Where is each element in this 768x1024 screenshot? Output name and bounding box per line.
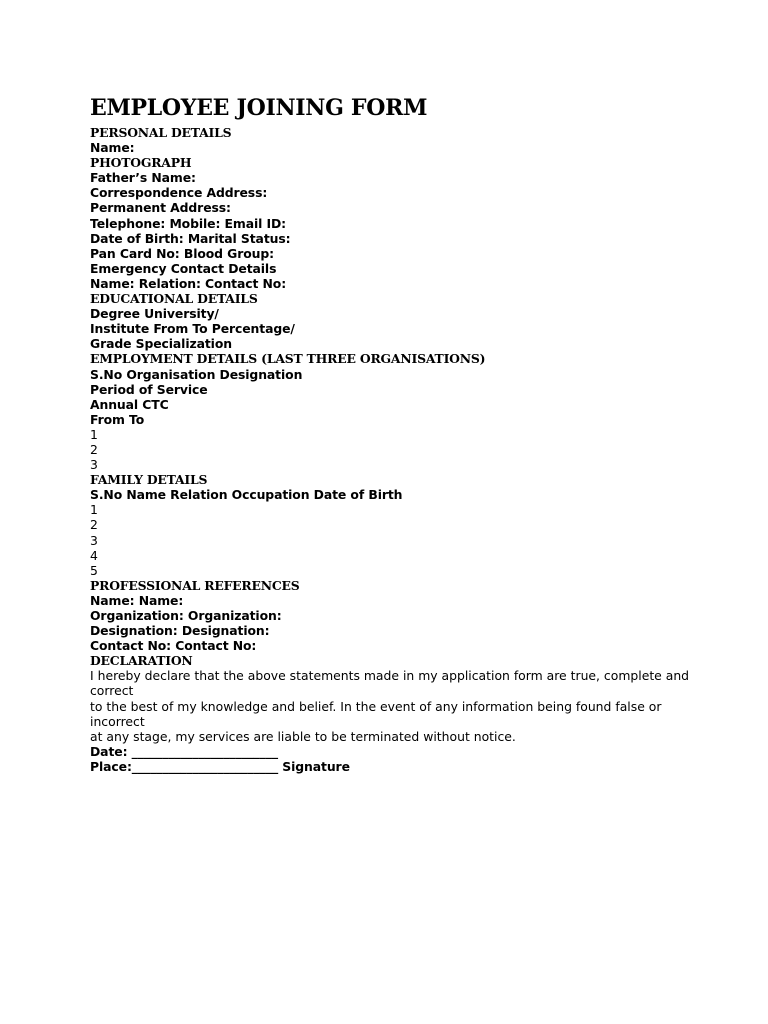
family-columns: S.No Name Relation Occupation Date of Birth — [90, 487, 403, 503]
reference-designations: Designation: Designation: — [90, 623, 270, 639]
reference-contacts: Contact No: Contact No: — [90, 638, 257, 654]
permanent-address-field: Permanent Address: — [90, 200, 231, 216]
family-row-number: 5 — [90, 562, 98, 578]
correspondence-address-field: Correspondence Address: — [90, 185, 268, 201]
declaration-heading: DECLARATION — [90, 653, 193, 669]
dob-marital-status-field: Date of Birth: Marital Status: — [90, 230, 291, 246]
form-title: EMPLOYEE JOINING FORM — [90, 95, 428, 121]
personal-details-heading: PERSONAL DETAILS — [90, 125, 232, 140]
name-field: Name: — [90, 140, 135, 156]
family-row-number: 1 — [90, 502, 98, 518]
pan-blood-group-field: Pan Card No: Blood Group: — [90, 245, 274, 261]
emergency-contact-fields: Name: Relation: Contact No: — [90, 275, 287, 291]
education-line-3: Grade Specialization — [90, 336, 232, 352]
employment-row-number: 2 — [90, 441, 98, 457]
family-row-number: 2 — [90, 517, 98, 533]
emergency-contact-label: Emergency Contact Details — [90, 260, 277, 276]
education-line-2: Institute From To Percentage/ — [90, 321, 295, 337]
employment-line-2: Period of Service — [90, 381, 208, 397]
employment-row-number: 3 — [90, 457, 98, 473]
family-row-number: 3 — [90, 532, 98, 548]
declaration-paragraph-2: to the best of my knowledge and belief. In the event of any information being found false or incorrect — [90, 698, 662, 729]
date-field: Date: ________________________ — [90, 743, 278, 759]
family-details-heading: FAMILY DETAILS — [90, 472, 208, 488]
photograph-label: PHOTOGRAPH — [90, 155, 192, 171]
joining-form-page — [90, 93, 690, 774]
fathers-name-field: Father’s Name: — [90, 170, 196, 186]
declaration-paragraph-1: I hereby declare that the above statements made in my application form are true, complete and correct — [90, 668, 690, 699]
employment-line-1: S.No Organisation Designation — [90, 366, 303, 382]
declaration-paragraph-3: at any stage, my services are liable to be terminated without notice. — [90, 728, 516, 744]
employment-details-heading: EMPLOYMENT DETAILS (LAST THREE ORGANISATIONS) — [90, 351, 486, 367]
place-signature-field: Place:________________________ Signature — [90, 758, 350, 774]
reference-names: Name: Name: — [90, 592, 184, 608]
employment-line-3: Annual CTC — [90, 396, 169, 412]
employment-row-number: 1 — [90, 426, 98, 442]
professional-references-heading: PROFESSIONAL REFERENCES — [90, 577, 300, 593]
employment-line-4: From To — [90, 411, 145, 427]
reference-organizations: Organization: Organization: — [90, 608, 282, 623]
education-line-1: Degree University/ — [90, 306, 219, 322]
family-row-number: 4 — [90, 547, 98, 563]
telephone-mobile-email-field: Telephone: Mobile: Email ID: — [90, 215, 287, 231]
educational-details-heading: EDUCATIONAL DETAILS — [90, 291, 258, 307]
